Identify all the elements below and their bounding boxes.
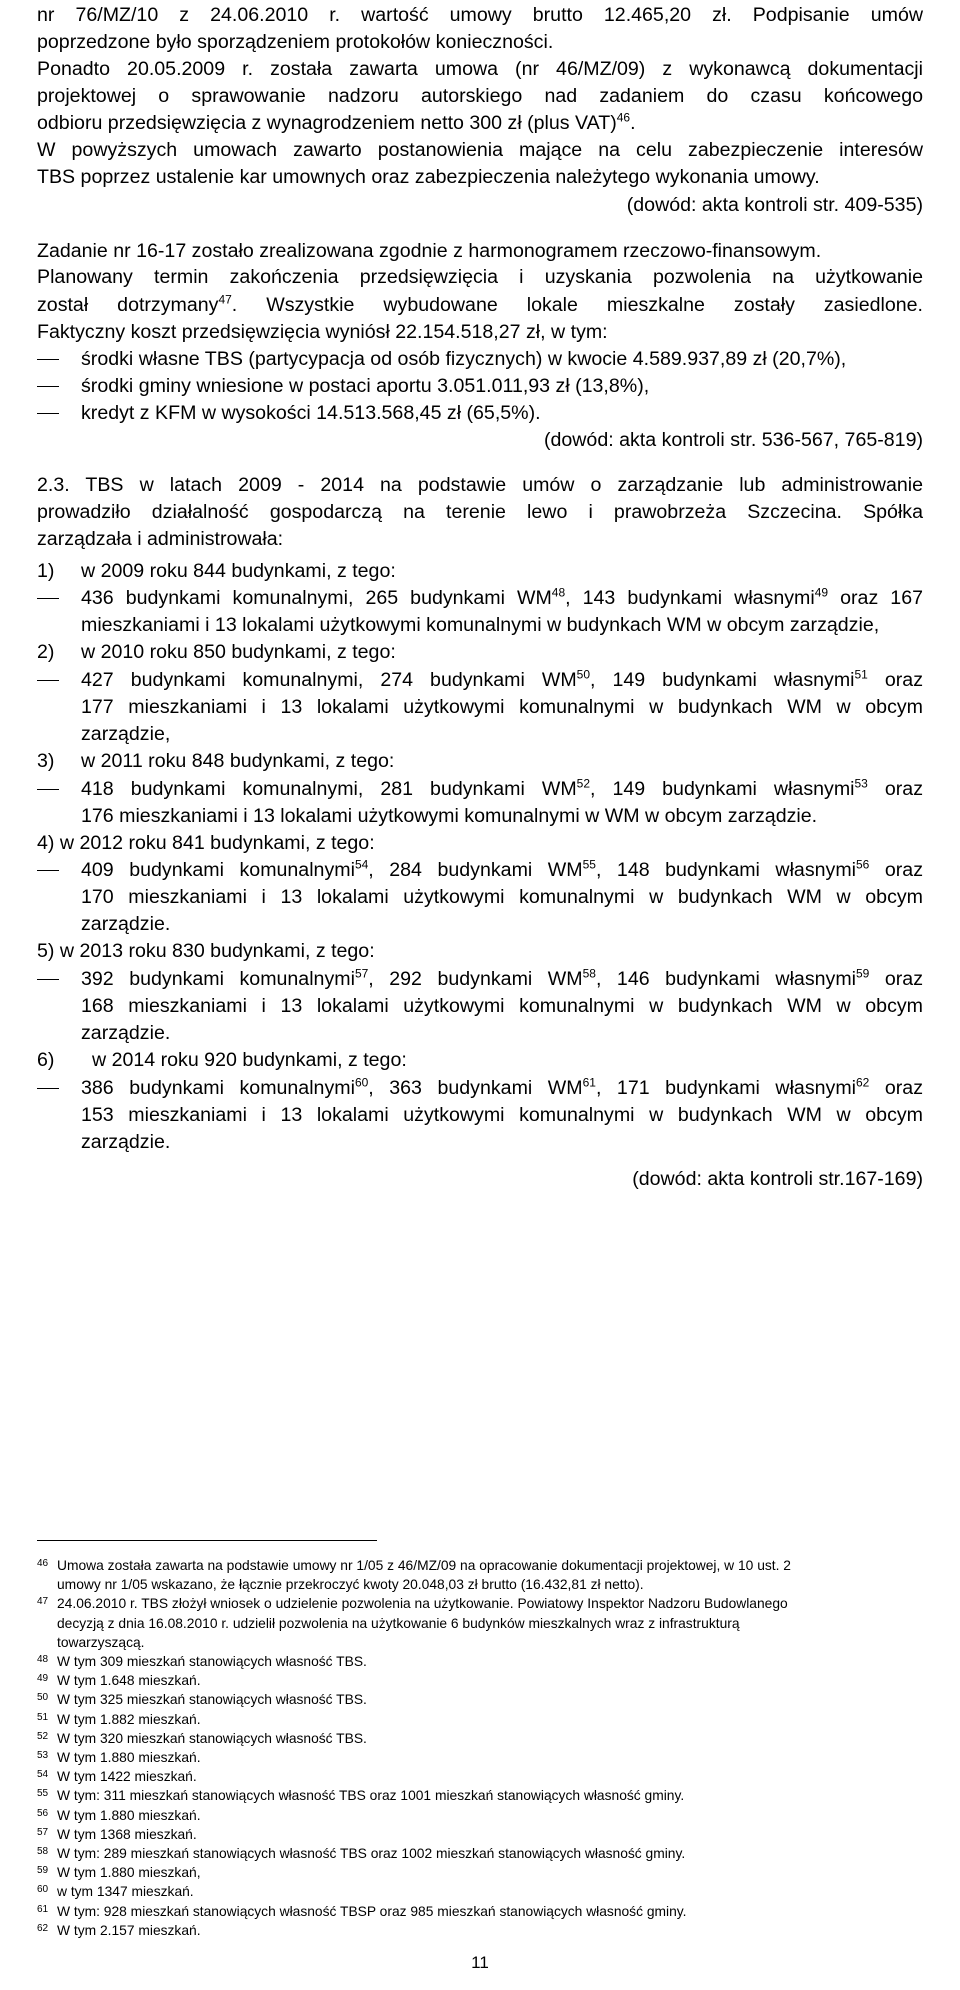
list-item-cont: 168 mieszkaniami i 13 lokalami użytkowymi komunalnymi w budynkach WM w obcym [81,995,923,1017]
list-item-cont: mieszkaniami i 13 lokalami użytkowymi komunalnymi w budynkach WM w obcym zarządzie, [81,614,880,636]
body-line: Zadanie nr 16-17 zostało zrealizowana zgodnie z harmonogramem rzeczowo-finansowym. [37,240,822,262]
footnote-text: W tym 309 mieszkań stanowiących własność TBS. [57,1653,367,1669]
footnote-text: W tym 2.157 mieszkań. [57,1921,201,1938]
footnote-number: 62 [37,1922,49,1934]
footnote-ref[interactable]: 51 [854,667,868,682]
footnote-separator [37,1540,377,1541]
footnote-ref[interactable]: 53 [854,776,868,791]
footnote-ref[interactable]: 62 [856,1075,870,1090]
footnote-text: umowy nr 1/05 wskazano, że łącznie przekroczyć kwoty 20.048,03 zł brutto (16.432,81 zł netto). [57,1576,644,1593]
footnote-text: W tym 1.880 mieszkań. [57,1749,201,1765]
list-number: 2) [37,641,55,663]
footnote-text: W tym: 289 mieszkań stanowiących własność TBS oraz 1002 mieszkań stanowiących własność gminy. [57,1845,686,1861]
footnote-ref[interactable]: 54 [354,857,369,872]
footnote-text: towarzyszącą. [57,1633,145,1650]
footnote-number: 47 [37,1596,49,1608]
footnote-text: W tym: 311 mieszkań stanowiących własność TBS oraz 1001 mieszkań stanowiących własność gminy. [57,1787,685,1804]
footnote-number: 59 [37,1865,49,1877]
list-item: 427 budynkami komunalnymi, 274 budynkami WM$^{50}$, 149 budynkami własnymi$^{51}$ oraz [81,667,923,691]
dash-bullet [37,598,59,599]
footnote-text: W tym 1368 mieszkań. [57,1825,197,1842]
body-line: Ponadto 20.05.2009 r. została zawarta umowa (nr 46/MZ/09) z wykonawcą dokumentacji [37,58,923,80]
list-item-cont: 170 mieszkaniami i 13 lokalami użytkowymi komunalnymi w budynkach WM w obcym [81,886,923,908]
page-number: 11 [471,1953,489,1972]
year-heading: w 2011 roku 848 budynkami, z tego: [81,750,395,772]
footnote-ref[interactable]: 47 [218,292,232,307]
dash-bullet [37,979,59,980]
footnote-number: 54 [37,1769,49,1781]
list-item: środki gminy wniesione w postaci aportu 3.051.011,93 zł (13,8%), [81,375,650,397]
body-line: Planowany termin zakończenia przedsięwzięcia i uzyskania pozwolenia na użytkowanie [37,266,923,288]
list-item: 418 budynkami komunalnymi, 281 budynkami WM$^{52}$, 149 budynkami własnymi$^{53}$ oraz [81,776,923,800]
body-line: został dotrzymany$^{47}$. Wszystkie wybudowane lokale mieszkalne zostały zasiedlone. [37,292,923,316]
footnote-text: W tym 1.882 mieszkań. [57,1710,201,1727]
list-number: 3) [37,750,55,772]
footnote-text: 24.06.2010 r. TBS złożył wniosek o udzielenie pozwolenia na użytkowanie. Powiatowy Inspektor Nadzoru Budowlanego [57,1595,788,1612]
footnote-ref[interactable]: 59 [856,966,870,981]
body-line: zarządzała i administrowała: [37,528,284,550]
evidence-reference: (dowód: akta kontroli str. 409-535) [626,194,923,216]
footnote-number: 60 [37,1884,49,1896]
footnote-number: 58 [37,1846,49,1857]
footnote-text: W tym 1.648 mieszkań. [57,1672,201,1689]
dash-bullet [37,680,59,681]
list-item-cont: zarządzie, [81,723,171,745]
footnote-ref[interactable]: 49 [814,585,829,600]
footnote-text: W tym 1.880 mieszkań, [57,1864,201,1881]
footnote-number: 56 [37,1807,49,1819]
list-item-cont: zarządzie. [81,913,171,935]
year-heading: w 2010 roku 850 budynkami, z tego: [81,641,396,663]
list-item: 409 budynkami komunalnymi$^{54}$, 284 budynkami WM$^{55}$, 148 budynkami własnymi$^{56}$ oraz [81,857,924,881]
evidence-reference: (dowód: akta kontroli str.167-169) [632,1168,923,1190]
body-line: W powyższych umowach zawarto postanowienia mające na celu zabezpieczenie interesów [37,139,923,161]
footnote-text: W tym 320 mieszkań stanowiących własność TBS. [57,1729,367,1746]
list-item-cont: 177 mieszkaniami i 13 lokalami użytkowymi komunalnymi w budynkach WM w obcym [81,696,923,718]
list-item: 386 budynkami komunalnymi$^{60}$, 363 budynkami WM$^{61}$, 171 budynkami własnymi$^{62}$ oraz [81,1075,924,1099]
year-heading: 5) w 2013 roku 830 budynkami, z tego: [37,940,375,962]
dash-bullet [37,359,59,360]
list-item-cont: zarządzie. [81,1022,171,1044]
body-line: Faktyczny koszt przedsięwzięcia wyniósł 22.154.518,27 zł, w tym: [37,321,608,343]
footnote-number: 53 [37,1750,49,1761]
body-line: odbioru przedsięwzięcia z wynagrodzeniem netto 300 zł (plus VAT)$^{46}$. [37,110,636,134]
footnote-number: 46 [37,1558,49,1569]
footnote-text: W tym: 928 mieszkań stanowiących własność TBSP oraz 985 mieszkań stanowiących własność gminy. [57,1902,687,1919]
dash-bullet [37,1088,59,1089]
body-line: nr 76/MZ/10 z 24.06.2010 r. wartość umowy brutto 12.465,20 zł. Podpisanie umów [37,4,923,26]
dash-bullet [37,789,59,790]
footnote-number: 51 [37,1711,49,1723]
dash-bullet [37,413,59,414]
footnote-number: 50 [37,1692,49,1704]
year-heading: 4) w 2012 roku 841 budynkami, z tego: [37,832,375,854]
list-item-cont: zarządzie. [81,1131,171,1153]
year-heading: w 2009 roku 844 budynkami, z tego: [81,560,396,582]
list-number: 6) [37,1049,55,1071]
list-item: środki własne TBS (partycypacja od osób fizycznych) w kwocie 4.589.937,89 zł (20,7%), [81,348,847,370]
dash-bullet [37,870,59,871]
body-line: 2.3. TBS w latach 2009 - 2014 na podstawie umów o zarządzanie lub administrowanie [37,474,923,496]
body-line: TBS poprzez ustalenie kar umownych oraz zabezpieczenia należytego wykonania umowy. [37,166,820,188]
list-item: kredyt z KFM w wysokości 14.513.568,45 zł (65,5%). [81,402,541,424]
evidence-reference: (dowód: akta kontroli str. 536-567, 765-819) [543,429,923,451]
footnote-ref[interactable]: 50 [576,667,590,682]
footnote-number: 57 [37,1826,49,1838]
body-line: prowadziło działalność gospodarczą na terenie lewo i prawobrzeża Szczecina. Spółka [37,501,923,523]
footnote-text: decyzją z dnia 16.08.2010 r. udzielił pozwolenia na użytkowanie 6 budynków mieszkalnych wraz z infrastrukturą [57,1614,740,1631]
body-line: projektowej o sprawowanie nadzoru autorskiego nad zadaniem do czasu końcowego [37,85,923,107]
footnote-ref[interactable]: 55 [582,857,596,872]
footnote-number: 52 [37,1730,49,1742]
list-item-cont: 153 mieszkaniami i 13 lokalami użytkowymi komunalnymi w budynkach WM w obcym [81,1104,923,1126]
footnote-number: 55 [37,1788,49,1800]
year-heading: w 2014 roku 920 budynkami, z tego: [92,1049,407,1071]
footnote-number: 61 [37,1903,49,1915]
list-item-cont: 176 mieszkaniami i 13 lokalami użytkowymi komunalnymi w WM w obcym zarządzie. [81,805,818,827]
footnote-ref[interactable]: 52 [576,776,590,791]
list-item: 392 budynkami komunalnymi$^{57}$, 292 budynkami WM$^{58}$, 146 budynkami własnymi$^{59}$ oraz [81,966,924,990]
body-line: poprzedzone było sporządzeniem protokołów konieczności. [37,31,554,53]
list-item: 436 budynkami komunalnymi, 265 budynkami WM$^{48}$, 143 budynkami własnymi$^{49}$ oraz 167 [81,585,923,609]
footnote-text: W tym 1422 mieszkań. [57,1768,197,1785]
dash-bullet [37,386,59,387]
footnote-ref[interactable]: 58 [582,966,596,981]
footnote-ref[interactable]: 60 [354,1075,369,1090]
list-number: 1) [37,560,55,582]
footnote-ref[interactable]: 56 [856,857,870,872]
footnote-ref[interactable]: 48 [551,585,566,600]
footnote-ref[interactable]: 57 [354,966,369,981]
footnote-number: 49 [37,1673,49,1685]
footnote-text: w tym 1347 mieszkań. [57,1883,194,1900]
footnote-ref[interactable]: 61 [582,1075,596,1090]
footnote-number: 48 [37,1654,49,1665]
footnote-ref[interactable]: 46 [616,110,631,125]
footnote-text: Umowa została zawarta na podstawie umowy nr 1/05 z 46/MZ/09 na opracowanie dokumentacji projektowej, w 10 ust. 2 [57,1557,791,1573]
footnote-text: W tym 325 mieszkań stanowiących własność TBS. [57,1691,367,1708]
footnote-text: W tym 1.880 mieszkań. [57,1806,201,1823]
